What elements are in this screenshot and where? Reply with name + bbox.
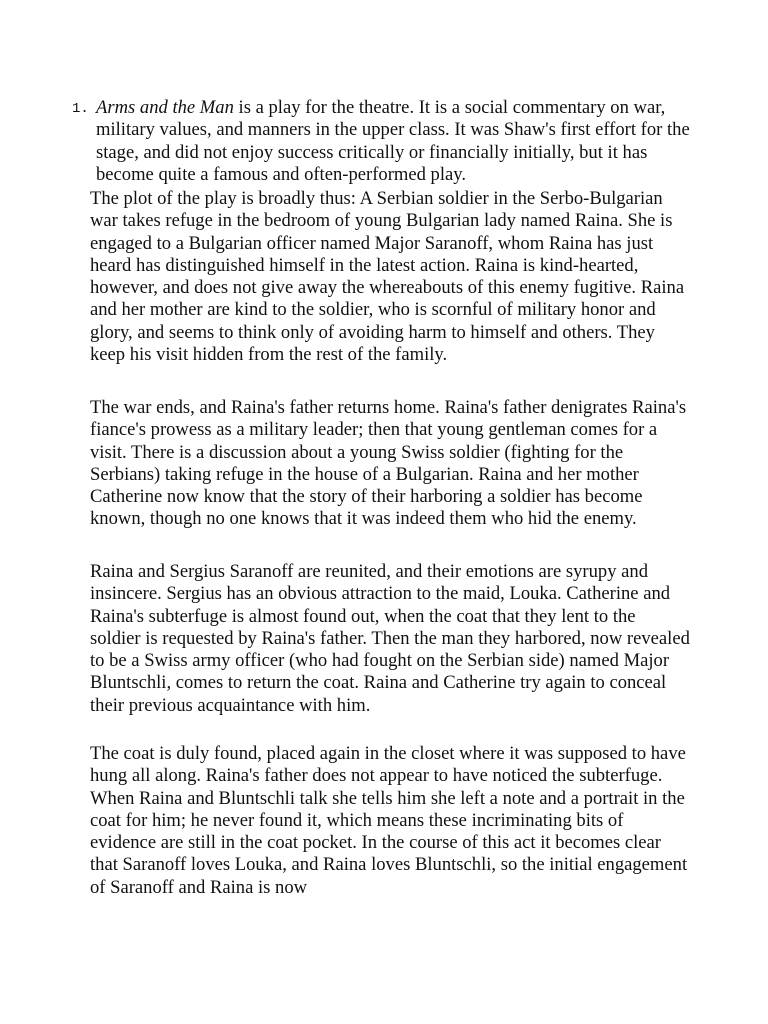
paragraph-reunion: Raina and Sergius Saranoff are reunited, and their emotions are syrupy and insincere. Sergius has an obvious attraction to the maid, Louka. Catherine and Raina's subterfuge is almost found out, when the coat that they lent to the soldier is requested by Raina's father. Then the man they harbored, now revealed to be a Swiss army officer (who had fought on the Serbian side) named Major Bluntschli, comes to return the coat. Raina and Catherine try again to conceal their previous acquaintance with him. [90,561,690,716]
paragraph-war-ends: The war ends, and Raina's father returns home. Raina's father denigrates Raina's fiance's prowess as a military leader; then that young gentleman comes for a visit. There is a discussion about a young Swiss soldier (fighting for the Serbians) taking refuge in the house of a Bulgarian. Raina and her mother Catherine now know that the story of their harboring a soldier has become known, though no one knows that it was indeed them who hid the enemy. [90,397,687,530]
list-item-text [96,97,692,186]
paragraph-plot: The plot of the play is broadly thus: A Serbian soldier in the Serbo-Bulgarian war takes refuge in the bedroom of young Bulgarian lady named Raina. She is engaged to a Bulgarian officer named Major Saranoff, whom Raina has just heard has distinguished himself in the latest action. Raina is kind-hearted, however, and does not give away the whereabouts of this enemy fugitive. Raina and her mother are kind to the soldier, who is scornful of military honor and glory, and seems to think only of avoiding harm to himself and others. They keep his visit hidden from the rest of the family. [90,188,685,366]
list-item-body: is a play for the theatre. It is a social commentary on war, military values, and manners in the upper class. It was Shaw's first effort for the stage, and did not enjoy success critically or financially initially, but it has become quite a famous and often-performed play. [96,97,690,185]
list-number: 1. [72,101,89,117]
play-title: Arms and the Man [96,97,234,118]
numbered-list-item [72,97,692,186]
paragraph-coat: The coat is duly found, placed again in the closet where it was supposed to have hung all along. Raina's father does not appear to have noticed the subterfuge. When Raina and Bluntschli talk she tells him she left a note and a portrait in the coat for him; he never found it, which means these incriminating bits of evidence are still in the coat pocket. In the course of this act it becomes clear that Saranoff loves Louka, and Raina loves Bluntschli, so the initial engagement of Saranoff and Raina is now [90,743,688,898]
